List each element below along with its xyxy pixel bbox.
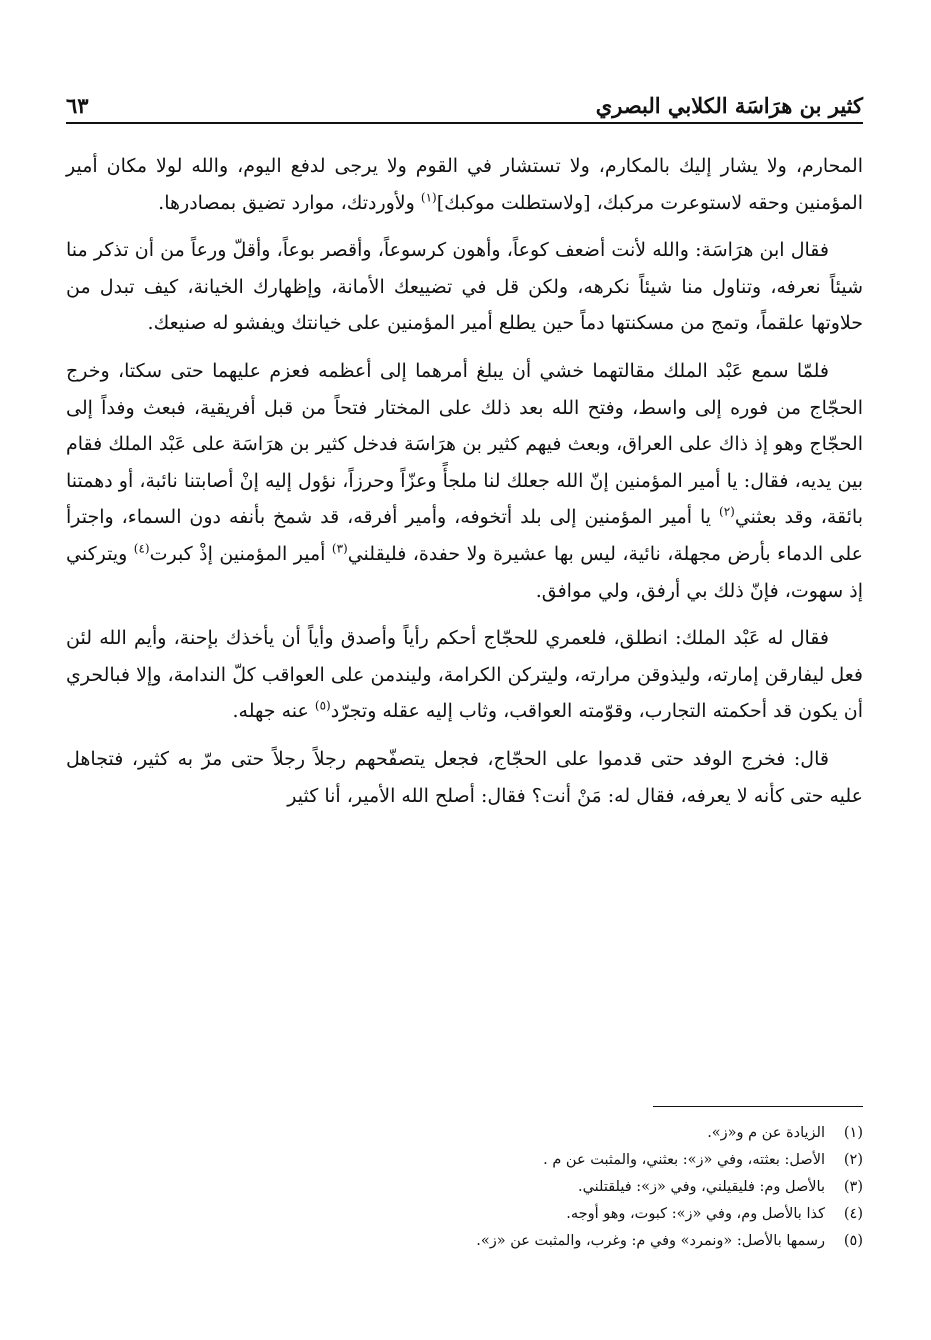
- footnote-text: الأصل: بعثته، وفي «ز»: بعثني، والمثبت عن م .: [543, 1152, 825, 1168]
- paragraph-text: أمير المؤمنين إذْ كبرت: [149, 542, 332, 565]
- footnote-text: كذا بالأصل وم، وفي «ز»: كبوت، وهو أوجه.: [566, 1206, 825, 1222]
- footnote-ref-2: (٢): [719, 505, 735, 520]
- footnote-ref-5: (٥): [314, 698, 331, 713]
- paragraph-text: فقال ابن هرَاسَة: والله لأنت أضعف كوعاً، وأهون كرسوعاً، وأقصر بوعاً، وأقلّ ورعاً من أن تذكر منا شيئاً نعرفه، وتناول منا شيئاً نكرهه، ولكن قل في تضييعك الأمانة، وإظهارك الخيانة، كيف تبدل من حلاوتها علقماً، وتمج من مسكنتها دماً حين يطلع أمير المؤمنين على خيانتك ويفشو له صنيعك.: [66, 239, 863, 335]
- body-text: [66, 148, 863, 825]
- footnotes: [66, 1120, 863, 1255]
- paragraph-5: [66, 741, 863, 814]
- footnote-number: (٥): [843, 1233, 863, 1249]
- footnote-number: (١): [843, 1125, 863, 1141]
- footnote-text: رسمها بالأصل: «ونمرد» وفي م: وغرب، والمثبت عن «ز».: [476, 1233, 825, 1249]
- paragraph-text: فقال له عَبْد الملك: انطلق، فلعمري للحجّاج أحكم رأياً وأصدق وأياً أن يأخذك بإحنة، وأيم الله لئن فعل ليفارقن إمارته، وليذوقن مرارته، وليتركن الكرامة، وليندمن على العواقب كلّ الندامة، وإلا فبالحري أن يكون قد أحكمته التجارب، وقوّمته العواقب، وثاب إليه عقله وتجرّد: [66, 627, 863, 723]
- paragraph-text: يا أمير المؤمنين إلى بلد أتخوفه، وأمير أفرقه، قد شمخ بأنفه دون السماء، واجترأ على الدماء بأرض مجهلة، نائية، ليس بها عشيرة ولا حفدة، فليقلني: [66, 506, 863, 565]
- footnote-1: [66, 1120, 863, 1147]
- footnote-5: [66, 1228, 863, 1255]
- paragraph-text: المحارم، ولا يشار إليك بالمكارم، ولا تستشار في القوم ولا يرجى لدفع اليوم، والله لولا مكان أمير المؤمنين وحقه لاستوعرت مركبك، [ولاستطلت موكبك]: [66, 155, 863, 214]
- paragraph-text: عنه جهله.: [232, 700, 315, 723]
- page-number: ٦٣: [66, 93, 89, 118]
- paragraph-3: [66, 353, 863, 609]
- header-rule: [66, 122, 863, 124]
- paragraph-1: [66, 148, 863, 221]
- running-head: [66, 84, 863, 118]
- paragraph-text: قال: فخرج الوفد حتى قدموا على الحجّاج، فجعل يتصفّحهم رجلاً رجلاً حتى مرّ به كثير، فتجاهل عليه حتى كأنه لا يعرفه، فقال له: مَنْ أنت؟ فقال: أصلح الله الأمير، أنا كثير: [66, 747, 863, 807]
- running-title: كثير بن هرَاسَة الكلابي البصري: [595, 93, 863, 118]
- footnote-text: الزيادة عن م و«ز».: [707, 1125, 825, 1141]
- footnote-ref-3: (٣): [331, 541, 348, 556]
- paragraph-text: فلمّا سمع عَبْد الملك مقالتهما خشي أن يبلغ أمرهما إلى أعظمه فعزم عليهما حتى سكتا، وخرج الحجّاج من فوره إلى واسط، وفتح الله بعد ذلك على المختار فتحاً من قبل أفريقية، فبعث وفداً إلى الحجّاج وهو إذ ذاك على العراق، وبعث فيهم كثير بن هرَاسَة فدخل كثير بن هرَاسَة على عَبْد الملك فقام بين يديه، فقال: يا أمير المؤمنين إنّ الله جعلك لنا ملجأً وعزّاً وحرزاً، نؤول إليه إنْ أصابتنا نائبة، أو دهمتنا بائقة، وقد بعثني: [66, 359, 863, 529]
- paragraph-2: [66, 232, 863, 342]
- footnote-rule: [653, 1106, 863, 1107]
- footnote-4: [66, 1201, 863, 1228]
- footnote-number: (٣): [843, 1179, 863, 1195]
- paragraph-text: ويتركني إذ سهوت، فإنّ ذلك بي أرفق، ولي موافق.: [66, 542, 863, 602]
- footnote-3: [66, 1174, 863, 1201]
- paragraph-4: [66, 620, 863, 730]
- paragraph-text: ولأوردتك، موارد تضيق بمصادرها.: [158, 191, 421, 214]
- footnote-number: (٢): [843, 1152, 863, 1168]
- footnote-number: (٤): [843, 1206, 863, 1222]
- footnote-2: [66, 1147, 863, 1174]
- footnote-ref-4: (٤): [133, 541, 150, 556]
- footnote-text: بالأصل وم: فليقيلني، وفي «ز»: فيلقتلني.: [577, 1179, 825, 1195]
- footnote-ref-1: (١): [420, 190, 437, 205]
